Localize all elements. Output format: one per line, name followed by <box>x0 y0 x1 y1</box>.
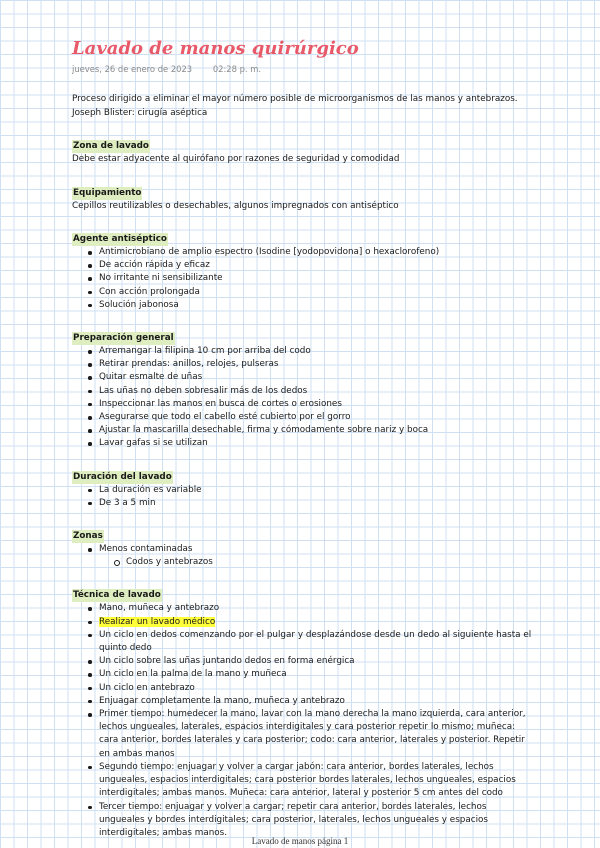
list-item: Un ciclo sobre las uñas juntando dedos en forma enérgica <box>99 655 532 668</box>
sub-list-item: Codos y antebrazos <box>126 556 532 569</box>
list-item: Antimicrobiano de amplio espectro (Isodine [yodopovidona] o hexaclorofeno) <box>99 246 532 259</box>
bullet-list <box>72 345 532 451</box>
list-item-highlighted <box>99 616 532 629</box>
page-date: jueves, 26 de enero de 2023 <box>72 64 193 74</box>
intro-block <box>72 93 532 120</box>
list-item: Ajustar la mascarilla desechable, firma y cómodamente sobre nariz y boca <box>99 424 532 437</box>
list-item: Menos contaminadas <box>99 543 532 556</box>
list-item: Inspeccionar las manos en busca de cortes o erosiones <box>99 398 532 411</box>
page-time: 02:28 p. m. <box>212 64 262 74</box>
sub-bullet-list <box>72 556 532 569</box>
bullet-list <box>72 602 532 840</box>
list-item: Un ciclo en dedos comenzando por el pulgar y desplazándose desde un dedo al siguiente hasta el quinto dedo <box>99 629 532 655</box>
section-duracion <box>72 464 532 510</box>
section-heading: Zona de lavado <box>73 141 149 151</box>
section-heading: Preparación general <box>73 333 174 344</box>
bullet-list <box>72 246 532 312</box>
list-item: Lavar gafas si se utilizan <box>99 437 532 450</box>
list-item: La duración es variable <box>99 484 532 497</box>
list-item: Un ciclo en la palma de la mano y muñeca <box>99 668 532 681</box>
section-tecnica <box>72 582 532 840</box>
list-item: Primer tiempo: humedecer la mano, lavar con la mano derecha la mano izquierda, cara anterior, lechos ungueales, laterales, espacios interdigitales y cara posterior repetir lo mismo; muñeca: cara anterior, bordes laterales y cara posterior; codo: cara anterior, laterales y posterior. Repetir en ambas manos <box>99 708 532 761</box>
highlighted-text: Realizar un lavado médico <box>99 616 216 627</box>
section-heading: Duración del lavado <box>73 471 172 482</box>
page-footer: Lavado de manos página 1 <box>251 836 349 846</box>
list-item: Retirar prendas: anillos, relojes, pulseras <box>99 358 532 371</box>
section-heading: Zonas <box>73 531 103 542</box>
section-heading: Técnica de lavado <box>73 590 161 601</box>
section-zonas <box>72 523 532 569</box>
list-item: Segundo tiempo: enjuagar y volver a cargar jabón: cara anterior, bordes laterales, lechos ungueales, espacios interdigitales; cara posterior bordes laterales, lechos ungueales, espacios interdigitales; ambas manos. Muñeca: cara anterior, lateral y posterior 5 cm antes del codo <box>99 761 532 801</box>
section-heading: Agente antiséptico <box>73 234 167 244</box>
section-equipamiento <box>72 180 532 214</box>
list-item: Asegurarse que todo el cabello esté cubierto por el gorro <box>99 411 532 424</box>
section-zona <box>72 133 532 167</box>
page-title: Lavado de manos quirúrgico <box>72 38 359 59</box>
list-item: Tercer tiempo: enjuagar y volver a cargar; repetir cara anterior, bordes laterales, lechos ungueales y bordes interdigitales; cara posterior, laterales, lechos ungueales y espacios interdigitales; ambas manos. <box>99 801 532 841</box>
section-agente <box>72 226 532 312</box>
list-item: Arremangar la filipina 10 cm por arriba del codo <box>99 345 532 358</box>
section-heading: Equipamiento <box>73 187 142 198</box>
section-preparacion <box>72 325 532 451</box>
intro-line: Joseph Blister: cirugía aséptica <box>72 107 208 118</box>
list-item: De 3 a 5 min <box>99 497 532 510</box>
list-item: Enjuagar completamente la mano, muñeca y antebrazo <box>99 695 532 708</box>
list-item: De acción rápida y eficaz <box>99 259 532 272</box>
list-item: Quitar esmalte de uñas <box>99 371 532 384</box>
list-item: Las uñas no deben sobresalir más de los dedos <box>99 385 532 398</box>
section-text: Cepillos reutilizables o desechables, algunos impregnados con antiséptico <box>72 200 399 211</box>
intro-line: Proceso dirigido a eliminar el mayor número posible de microorganismos de las manos y antebrazos. <box>72 94 518 104</box>
list-item: Solución jabonosa <box>99 299 532 312</box>
list-item: No irritante ni sensibilizante <box>99 272 532 285</box>
bullet-list <box>72 484 532 510</box>
page-meta <box>72 64 532 76</box>
list-item: Mano, muñeca y antebrazo <box>99 602 532 615</box>
list-item: Un ciclo en antebrazo <box>99 682 532 695</box>
bullet-list <box>72 543 532 556</box>
section-text: Debe estar adyacente al quirófano por razones de seguridad y comodidad <box>72 154 400 164</box>
page-content <box>72 38 532 840</box>
list-item: Con acción prolongada <box>99 286 532 299</box>
